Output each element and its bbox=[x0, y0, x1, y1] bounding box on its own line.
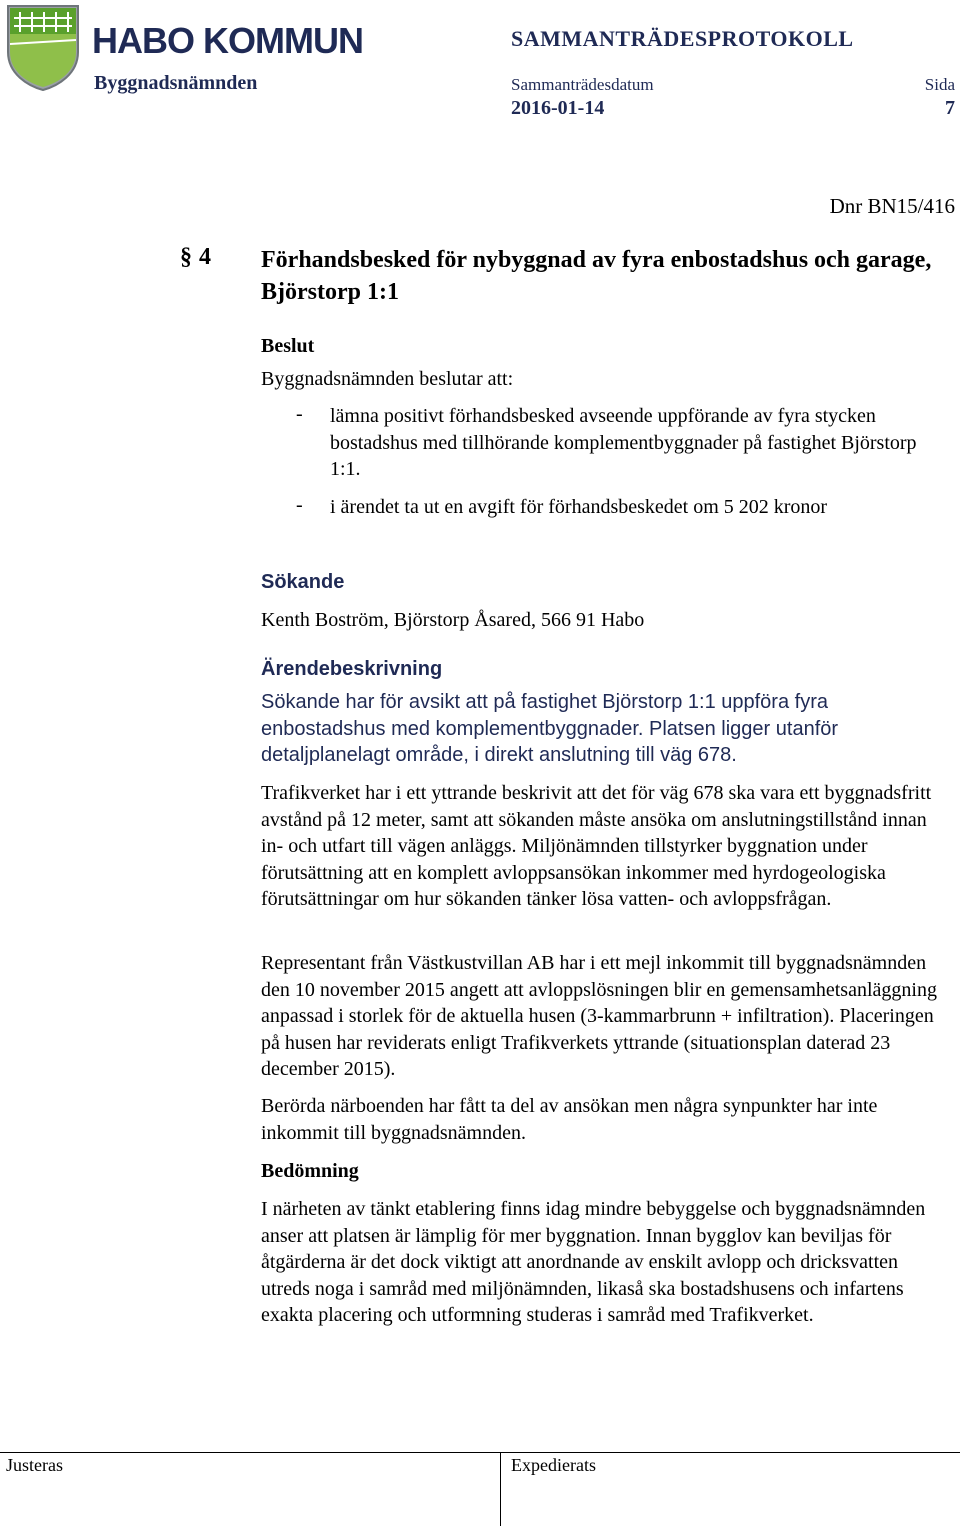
bedomning-heading: Bedömning bbox=[261, 1160, 359, 1182]
sokande-text: Kenth Boström, Björstorp Åsared, 566 91 Habo bbox=[261, 609, 645, 631]
footer-divider bbox=[0, 1452, 960, 1453]
section-symbol: § bbox=[180, 244, 192, 270]
justeras-label: Justeras bbox=[6, 1455, 63, 1475]
list-dash: - bbox=[296, 403, 303, 425]
paragraph-trafikverket: Trafikverket har i ett yttrande beskrivit att det för väg 678 ska vara ett byggnadsfritt avstånd på 12 meter, samt att sökanden måste ansöka om anslutningstillstånd innan in- och utfart till vägen anläggs. Miljönämnden tillstyrker byggnation under förutsättning att en komplett avloppsansökan inkommer med hyrdogeologiska förutsättningar om hur sökanden tänker lösa vatten- och avloppsfrågan. bbox=[261, 782, 932, 910]
meeting-date-label: Sammanträdesdatum bbox=[511, 75, 654, 94]
beslut-item-1: lämna positivt förhandsbesked avseende uppförande av fyra stycken bostadshus med tillhörande komplementbyggnader på fastighet Björstorp 1:1. bbox=[330, 405, 917, 480]
list-dash: - bbox=[296, 494, 303, 516]
beslut-heading: Beslut bbox=[261, 335, 315, 357]
meeting-date: 2016-01-14 bbox=[511, 97, 605, 119]
document-type: SAMMANTRÄDESPROTOKOLL bbox=[511, 26, 854, 51]
beslut-intro: Byggnadsnämnden beslutar att: bbox=[261, 368, 514, 390]
section-number: 4 bbox=[199, 244, 211, 270]
section-title: Förhandsbesked för nybyggnad av fyra enbostadshus och garage, Björstorp 1:1 bbox=[261, 247, 932, 305]
page-number: 7 bbox=[945, 97, 955, 119]
sokande-heading: Sökande bbox=[261, 571, 345, 593]
department-name: Byggnadsnämnden bbox=[94, 72, 258, 94]
coat-of-arms-logo bbox=[6, 4, 80, 92]
arendebeskrivning-text: Sökande har för avsikt att på fastighet Björstorp 1:1 uppföra fyra enbostadshus med komplementbyggnader. Platsen ligger utanför detaljplanelagt område, i direkt anslutning till väg 678. bbox=[261, 691, 839, 766]
arendebeskrivning-heading: Ärendebeskrivning bbox=[261, 658, 443, 680]
page-label: Sida bbox=[924, 75, 955, 94]
footer-column-divider bbox=[500, 1452, 501, 1526]
bedomning-text: I närheten av tänkt etablering finns idag mindre bebyggelse och byggnadsnämnden anser att platsen är lämplig för mer byggnation. Innan bygglov kan beviljas för åtgärderna är det dock viktigt att anordnande av enskilt avlopp och dricksvatten utreds noga i samråd med miljönämnden, likaså ska bostadshusens och infartens exakta placering och utformning studeras i samråd med Trafikverket. bbox=[261, 1198, 926, 1326]
beslut-item-2: i ärendet ta ut en avgift för förhandsbeskedet om 5 202 kronor bbox=[330, 496, 828, 518]
paragraph-narboende: Berörda närboenden har fått ta del av ansökan men några synpunkter har inte inkommit till byggnadsnämnden. bbox=[261, 1095, 878, 1144]
case-number: Dnr BN15/416 bbox=[829, 194, 955, 218]
paragraph-vastkustvillan: Representant från Västkustvillan AB har i ett mejl inkommit till byggnadsnämnden den 10 november 2015 angett att avloppslösningen blir en gemensamhetsanläggning anpassad i storlek för de aktuella husen (3-kammarbrunn + infiltration). Placeringen på husen har reviderats enligt Trafikverkets yttrande (situationsplan daterad 23 december 2015). bbox=[261, 952, 937, 1080]
municipality-name: HABO KOMMUN bbox=[92, 20, 363, 61]
expedierats-label: Expedierats bbox=[511, 1455, 596, 1475]
